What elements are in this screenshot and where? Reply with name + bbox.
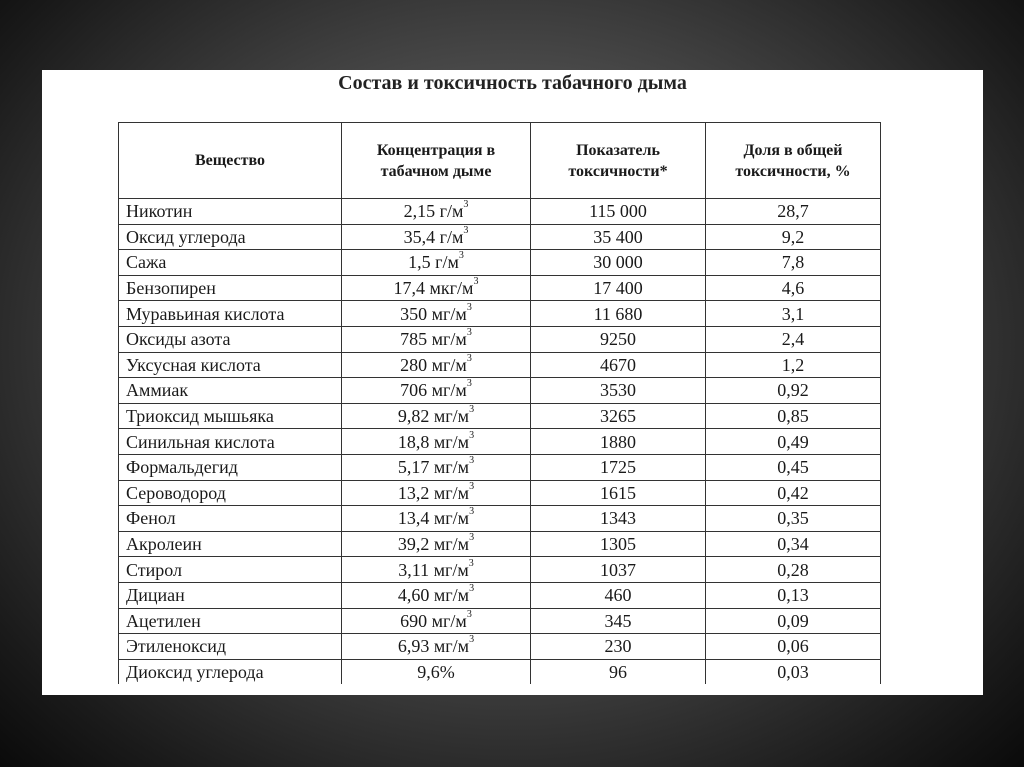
toxicity-share-cell: 3,1 <box>706 301 881 327</box>
toxicity-index-cell: 1037 <box>531 557 706 583</box>
concentration-cell <box>342 557 531 583</box>
substance-cell: Триоксид мышьяка <box>119 403 342 429</box>
substance-cell: Дициан <box>119 582 342 608</box>
table-row <box>119 301 881 327</box>
unit-exponent: 3 <box>469 532 475 544</box>
concentration-cell <box>342 608 531 634</box>
toxicity-share-cell: 0,45 <box>706 454 881 480</box>
toxicity-index-cell: 30 000 <box>531 250 706 276</box>
concentration-cell <box>342 659 531 684</box>
toxicity-index-cell: 9250 <box>531 326 706 352</box>
substance-cell: Никотин <box>119 199 342 225</box>
toxicity-share-cell: 0,85 <box>706 403 881 429</box>
toxicity-index-cell: 1725 <box>531 454 706 480</box>
toxicity-share-cell: 0,35 <box>706 506 881 532</box>
header-toxicity-index: Показатель токсичности* <box>531 123 706 199</box>
substance-cell: Ацетилен <box>119 608 342 634</box>
concentration-value: 5,17 мг/м <box>397 457 470 478</box>
table-title: Состав и токсичность табачного дыма <box>338 72 687 94</box>
table-row <box>119 275 881 301</box>
toxicity-share-cell: 9,2 <box>706 224 881 250</box>
table-row <box>119 454 881 480</box>
unit-exponent: 3 <box>469 429 475 441</box>
substance-cell: Сероводород <box>119 480 342 506</box>
concentration-cell <box>342 403 531 429</box>
unit-exponent: 3 <box>469 506 475 518</box>
table-header-row <box>119 123 881 199</box>
toxicity-table <box>118 122 881 684</box>
toxicity-index-cell: 230 <box>531 634 706 660</box>
toxicity-index-cell: 3265 <box>531 403 706 429</box>
concentration-cell <box>342 250 531 276</box>
toxicity-share-cell: 0,13 <box>706 582 881 608</box>
table-row <box>119 608 881 634</box>
table-row <box>119 378 881 404</box>
concentration-cell <box>342 454 531 480</box>
substance-cell: Стирол <box>119 557 342 583</box>
concentration-value: 9,6% <box>417 661 455 682</box>
table-row <box>119 326 881 352</box>
toxicity-index-cell: 1305 <box>531 531 706 557</box>
toxicity-index-cell: 35 400 <box>531 224 706 250</box>
concentration-cell <box>342 199 531 225</box>
concentration-value: 2,15 г/м <box>403 201 464 222</box>
concentration-cell <box>342 531 531 557</box>
concentration-value: 35,4 г/м <box>403 226 464 247</box>
substance-cell: Оксид углерода <box>119 224 342 250</box>
unit-exponent: 3 <box>458 250 464 262</box>
unit-exponent: 3 <box>469 634 475 646</box>
substance-cell: Уксусная кислота <box>119 352 342 378</box>
substance-cell: Аммиак <box>119 378 342 404</box>
substance-cell: Сажа <box>119 250 342 276</box>
toxicity-share-cell: 0,42 <box>706 480 881 506</box>
concentration-value: 350 мг/м <box>400 303 467 324</box>
table-row <box>119 199 881 225</box>
table-row <box>119 429 881 455</box>
toxicity-share-cell: 2,4 <box>706 326 881 352</box>
concentration-cell <box>342 301 531 327</box>
toxicity-share-cell: 0,28 <box>706 557 881 583</box>
concentration-cell <box>342 352 531 378</box>
toxicity-share-cell: 0,92 <box>706 378 881 404</box>
concentration-value: 39,2 мг/м <box>397 534 470 555</box>
concentration-value: 706 мг/м <box>400 380 467 401</box>
concentration-cell <box>342 429 531 455</box>
concentration-value: 13,4 мг/м <box>397 508 470 529</box>
unit-exponent: 3 <box>469 583 475 595</box>
slide-panel <box>42 70 983 695</box>
table-row <box>119 557 881 583</box>
concentration-value: 13,2 мг/м <box>397 482 470 503</box>
concentration-value: 17,4 мкг/м <box>393 278 474 299</box>
unit-exponent: 3 <box>466 301 472 313</box>
toxicity-share-cell: 0,49 <box>706 429 881 455</box>
concentration-value: 9,82 мг/м <box>397 406 470 427</box>
substance-cell: Этиленоксид <box>119 634 342 660</box>
header-substance: Вещество <box>119 123 342 199</box>
header-concentration: Концентрация в табачном дыме <box>342 123 531 199</box>
substance-cell: Муравьиная кислота <box>119 301 342 327</box>
unit-exponent: 3 <box>466 327 472 339</box>
unit-exponent: 3 <box>469 480 475 492</box>
toxicity-share-cell: 0,34 <box>706 531 881 557</box>
header-toxicity-share: Доля в общей токсичности, % <box>706 123 881 199</box>
substance-cell: Фенол <box>119 506 342 532</box>
concentration-cell <box>342 634 531 660</box>
table-row <box>119 352 881 378</box>
unit-exponent: 3 <box>463 199 469 211</box>
concentration-value: 1,5 г/м <box>408 252 459 273</box>
toxicity-index-cell: 17 400 <box>531 275 706 301</box>
toxicity-index-cell: 11 680 <box>531 301 706 327</box>
toxicity-index-cell: 460 <box>531 582 706 608</box>
concentration-value: 6,93 мг/м <box>397 636 470 657</box>
substance-cell: Акролеин <box>119 531 342 557</box>
toxicity-share-cell: 0,03 <box>706 659 881 684</box>
concentration-value: 690 мг/м <box>400 610 467 631</box>
concentration-cell <box>342 224 531 250</box>
unit-exponent: 3 <box>469 455 475 467</box>
toxicity-index-cell: 3530 <box>531 378 706 404</box>
unit-exponent: 3 <box>463 224 469 236</box>
table-row <box>119 582 881 608</box>
toxicity-index-cell: 4670 <box>531 352 706 378</box>
substance-cell: Синильная кислота <box>119 429 342 455</box>
toxicity-index-cell: 1343 <box>531 506 706 532</box>
toxicity-share-cell: 28,7 <box>706 199 881 225</box>
unit-exponent: 3 <box>473 276 479 288</box>
table-row <box>119 480 881 506</box>
concentration-cell <box>342 275 531 301</box>
toxicity-share-cell: 0,09 <box>706 608 881 634</box>
concentration-value: 280 мг/м <box>400 354 467 375</box>
substance-cell: Диоксид углерода <box>119 659 342 684</box>
toxicity-share-cell: 4,6 <box>706 275 881 301</box>
concentration-cell <box>342 582 531 608</box>
toxicity-share-cell: 0,06 <box>706 634 881 660</box>
unit-exponent: 3 <box>468 557 474 569</box>
table-row <box>119 634 881 660</box>
unit-exponent: 3 <box>466 378 472 390</box>
unit-exponent: 3 <box>466 352 472 364</box>
substance-cell: Формальдегид <box>119 454 342 480</box>
substance-cell: Оксиды азота <box>119 326 342 352</box>
concentration-value: 18,8 мг/м <box>397 431 470 452</box>
concentration-cell <box>342 378 531 404</box>
concentration-cell <box>342 506 531 532</box>
toxicity-index-cell: 345 <box>531 608 706 634</box>
table-row <box>119 506 881 532</box>
concentration-value: 4,60 мг/м <box>397 585 470 606</box>
toxicity-index-cell: 96 <box>531 659 706 684</box>
table-row <box>119 250 881 276</box>
substance-cell: Бензопирен <box>119 275 342 301</box>
unit-exponent: 3 <box>469 404 475 416</box>
table-row <box>119 659 881 684</box>
toxicity-share-cell: 7,8 <box>706 250 881 276</box>
table-row <box>119 531 881 557</box>
concentration-value: 3,11 мг/м <box>398 559 469 580</box>
concentration-cell <box>342 480 531 506</box>
table-row <box>119 403 881 429</box>
toxicity-index-cell: 1880 <box>531 429 706 455</box>
toxicity-index-cell: 1615 <box>531 480 706 506</box>
toxicity-share-cell: 1,2 <box>706 352 881 378</box>
concentration-cell <box>342 326 531 352</box>
concentration-value: 785 мг/м <box>400 329 467 350</box>
unit-exponent: 3 <box>466 608 472 620</box>
toxicity-index-cell: 115 000 <box>531 199 706 225</box>
table-row <box>119 224 881 250</box>
